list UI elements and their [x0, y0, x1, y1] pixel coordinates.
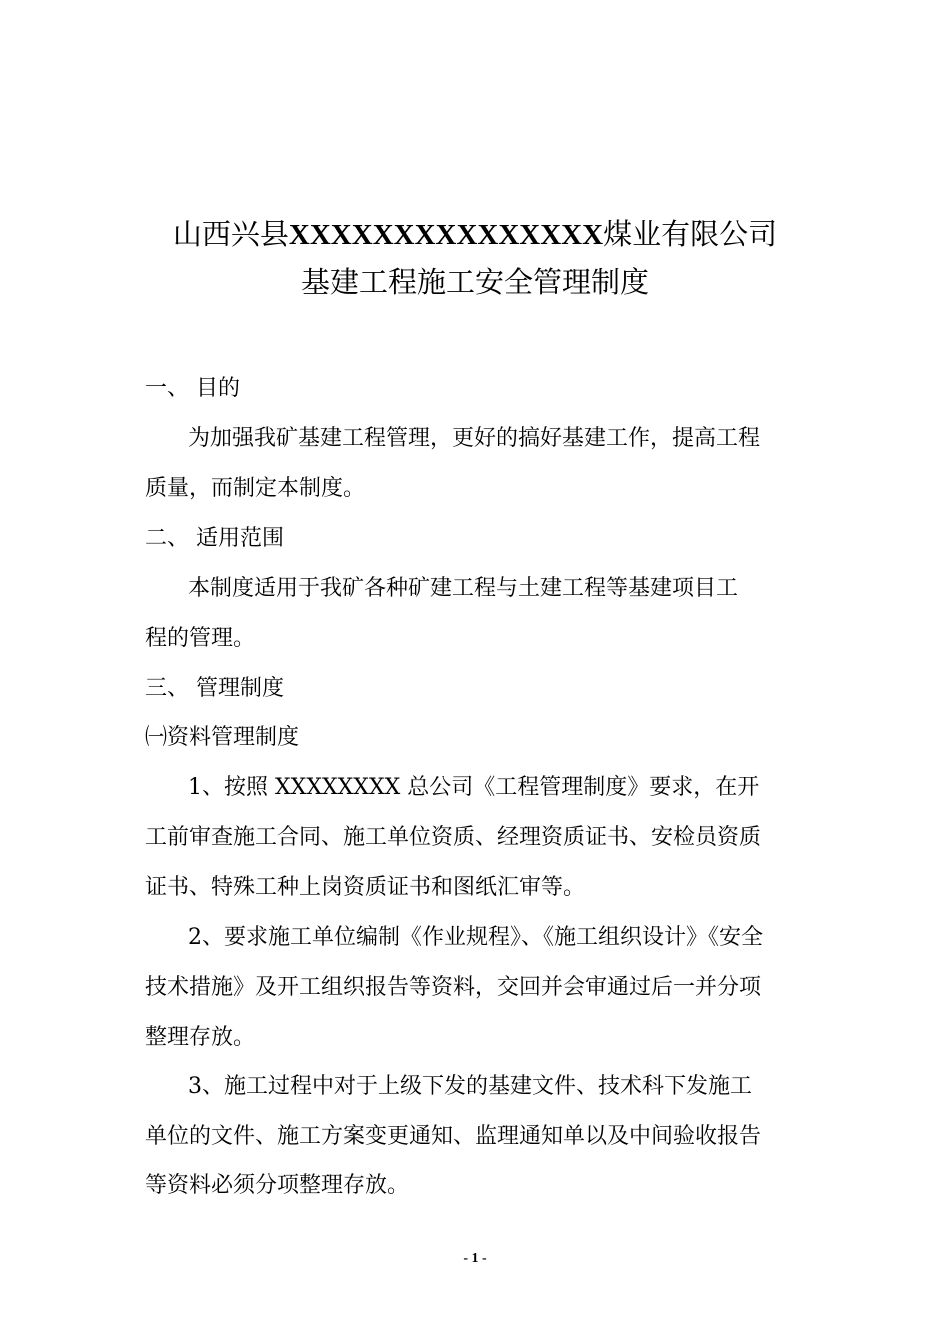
title-prefix: 山西兴县 [172, 217, 289, 251]
section-1-paragraph-line: 质量，而制定本制度。 [145, 476, 366, 501]
item-1-line: 1、按照 XXXXXXXX 总公司《工程管理制度》要求，在开 [188, 775, 760, 800]
item-3-line: 3、施工过程中对于上级下发的基建文件、技术科下发施工 [188, 1074, 752, 1099]
item-2-line: 技术措施》及开工组织报告等资料，交回并会审通过后一并分项 [145, 975, 762, 1000]
item-2-line: 2、要求施工单位编制《作业规程》、《施工组织设计》《安全 [188, 925, 763, 950]
document-title-line2: 基建工程施工安全管理制度 [300, 265, 649, 299]
page-number: - 1 - [463, 1251, 487, 1266]
section-2-heading: 二、 适用范围 [145, 526, 284, 551]
section-1-heading: 一、 目的 [145, 376, 240, 401]
item-3-line: 单位的文件、施工方案变更通知、监理通知单以及中间验收报告 [145, 1124, 762, 1149]
item-1-line: 证书、特殊工种上岗资质证书和图纸汇审等。 [145, 875, 586, 900]
section-2-paragraph-line: 本制度适用于我矿各种矿建工程与土建工程等基建项目工 [188, 576, 739, 601]
item-1-line: 工前审查施工合同、施工单位资质、经理资质证书、安检员资质 [145, 825, 762, 850]
section-1-paragraph-line: 为加强我矿基建工程管理，更好的搞好基建工作，提高工程 [188, 426, 761, 451]
document-title-line1 [0, 212, 950, 253]
subsection-heading: ㈠资料管理制度 [145, 725, 300, 750]
item-3-line: 等资料必须分项整理存放。 [145, 1173, 410, 1198]
item-2-line: 整理存放。 [145, 1025, 256, 1050]
title-company-code: XXXXXXXXXXXXXXX [288, 219, 604, 251]
title-suffix: 煤业有限公司 [603, 217, 778, 251]
section-2-paragraph-line: 程的管理。 [145, 626, 256, 651]
section-3-heading: 三、 管理制度 [145, 676, 284, 701]
